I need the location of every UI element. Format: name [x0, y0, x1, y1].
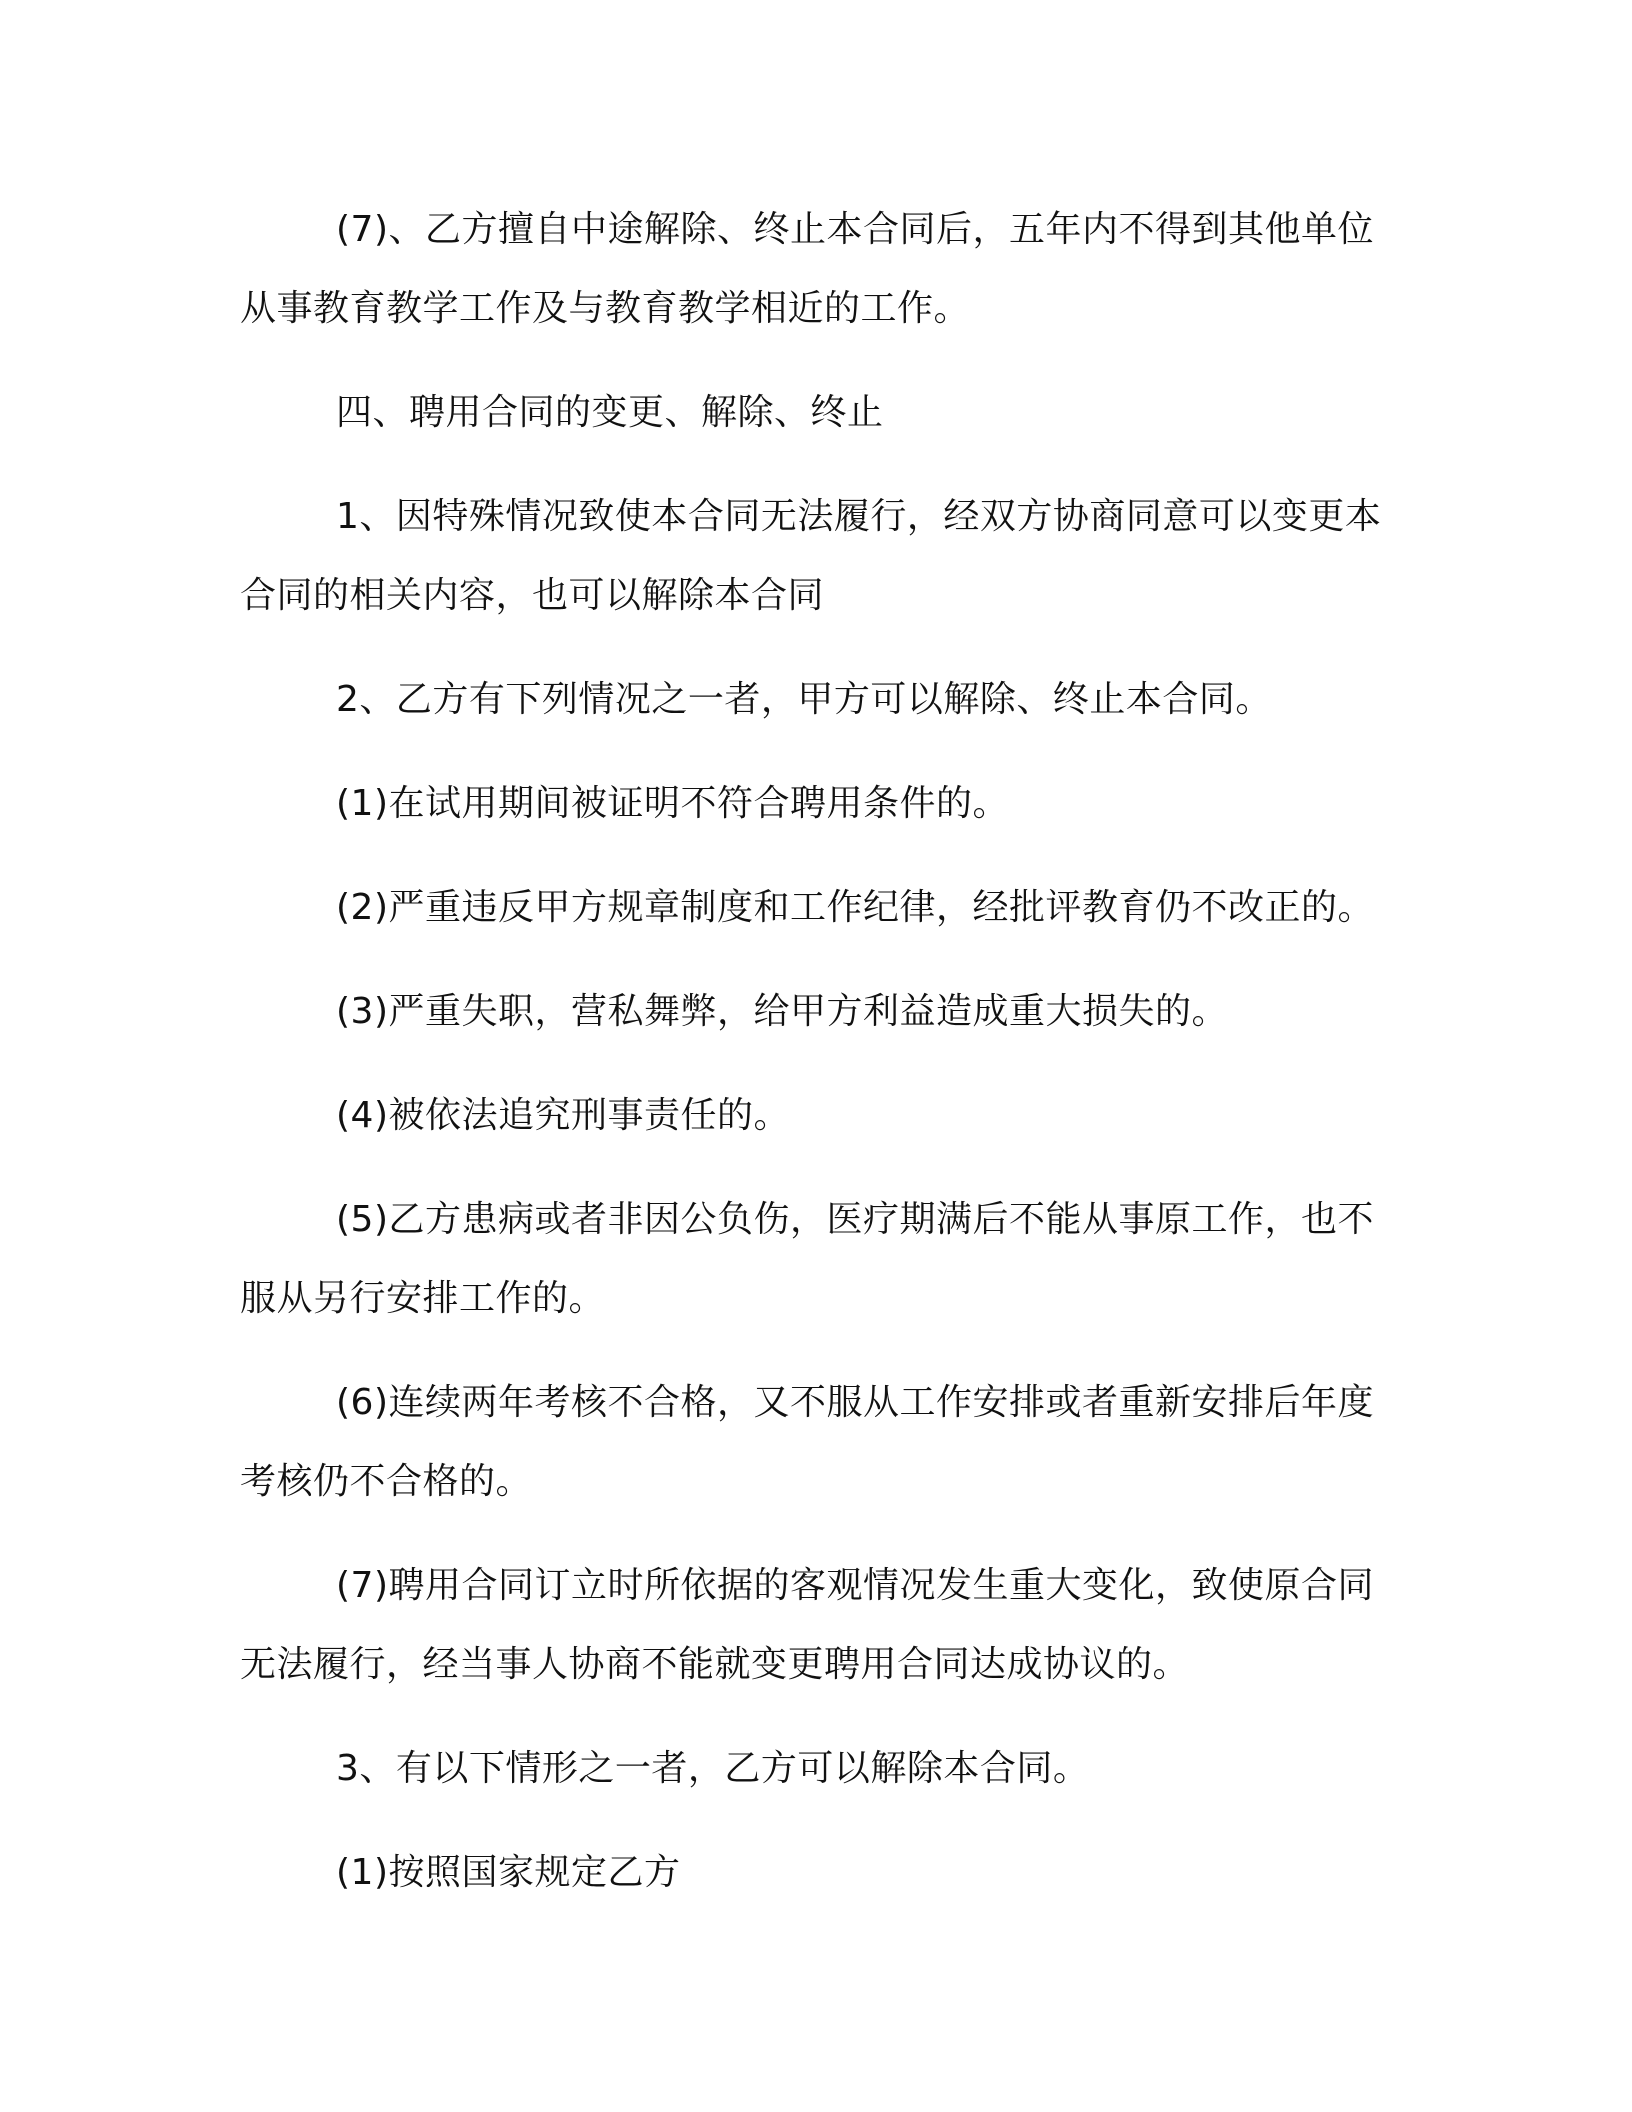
- paragraph-subitem-4: (4)被依法追究刑事责任的。: [336, 1095, 790, 1136]
- section-heading-contract-change: 四、聘用合同的变更、解除、终止: [336, 392, 884, 433]
- paragraph-subitem-7: (7)聘用合同订立时所依据的客观情况发生重大变化，致使原合同无法履行，经当事人协商不能就变更聘用合同达成协议的。: [240, 1565, 1374, 1685]
- paragraph-subitem-5: (5)乙方患病或者非因公负伤，医疗期满后不能从事原工作，也不服从另行安排工作的。: [240, 1199, 1374, 1319]
- paragraph-subitem-3: (3)严重失职，营私舞弊，给甲方利益造成重大损失的。: [336, 991, 1228, 1032]
- paragraph-clause-7-termination-restriction: (7)、乙方擅自中途解除、终止本合同后，五年内不得到其他单位从事教育教学工作及与教育教学相近的工作。: [240, 209, 1374, 329]
- paragraph-item-1: 1、因特殊情况致使本合同无法履行，经双方协商同意可以变更本合同的相关内容，也可以解除本合同: [240, 496, 1382, 616]
- paragraph-item-2: 2、乙方有下列情况之一者，甲方可以解除、终止本合同。: [336, 679, 1272, 720]
- paragraph-item-3: 3、有以下情形之一者，乙方可以解除本合同。: [336, 1748, 1090, 1789]
- paragraph-subitem-6: (6)连续两年考核不合格，又不服从工作安排或者重新安排后年度考核仍不合格的。: [240, 1382, 1374, 1502]
- paragraph-item-3-subitem-1: (1)按照国家规定乙方: [336, 1852, 681, 1893]
- paragraph-subitem-2: (2)严重违反甲方规章制度和工作纪律，经批评教育仍不改正的。: [336, 887, 1374, 928]
- document-body: [240, 190, 1390, 1937]
- paragraph-subitem-1: (1)在试用期间被证明不符合聘用条件的。: [336, 783, 1009, 824]
